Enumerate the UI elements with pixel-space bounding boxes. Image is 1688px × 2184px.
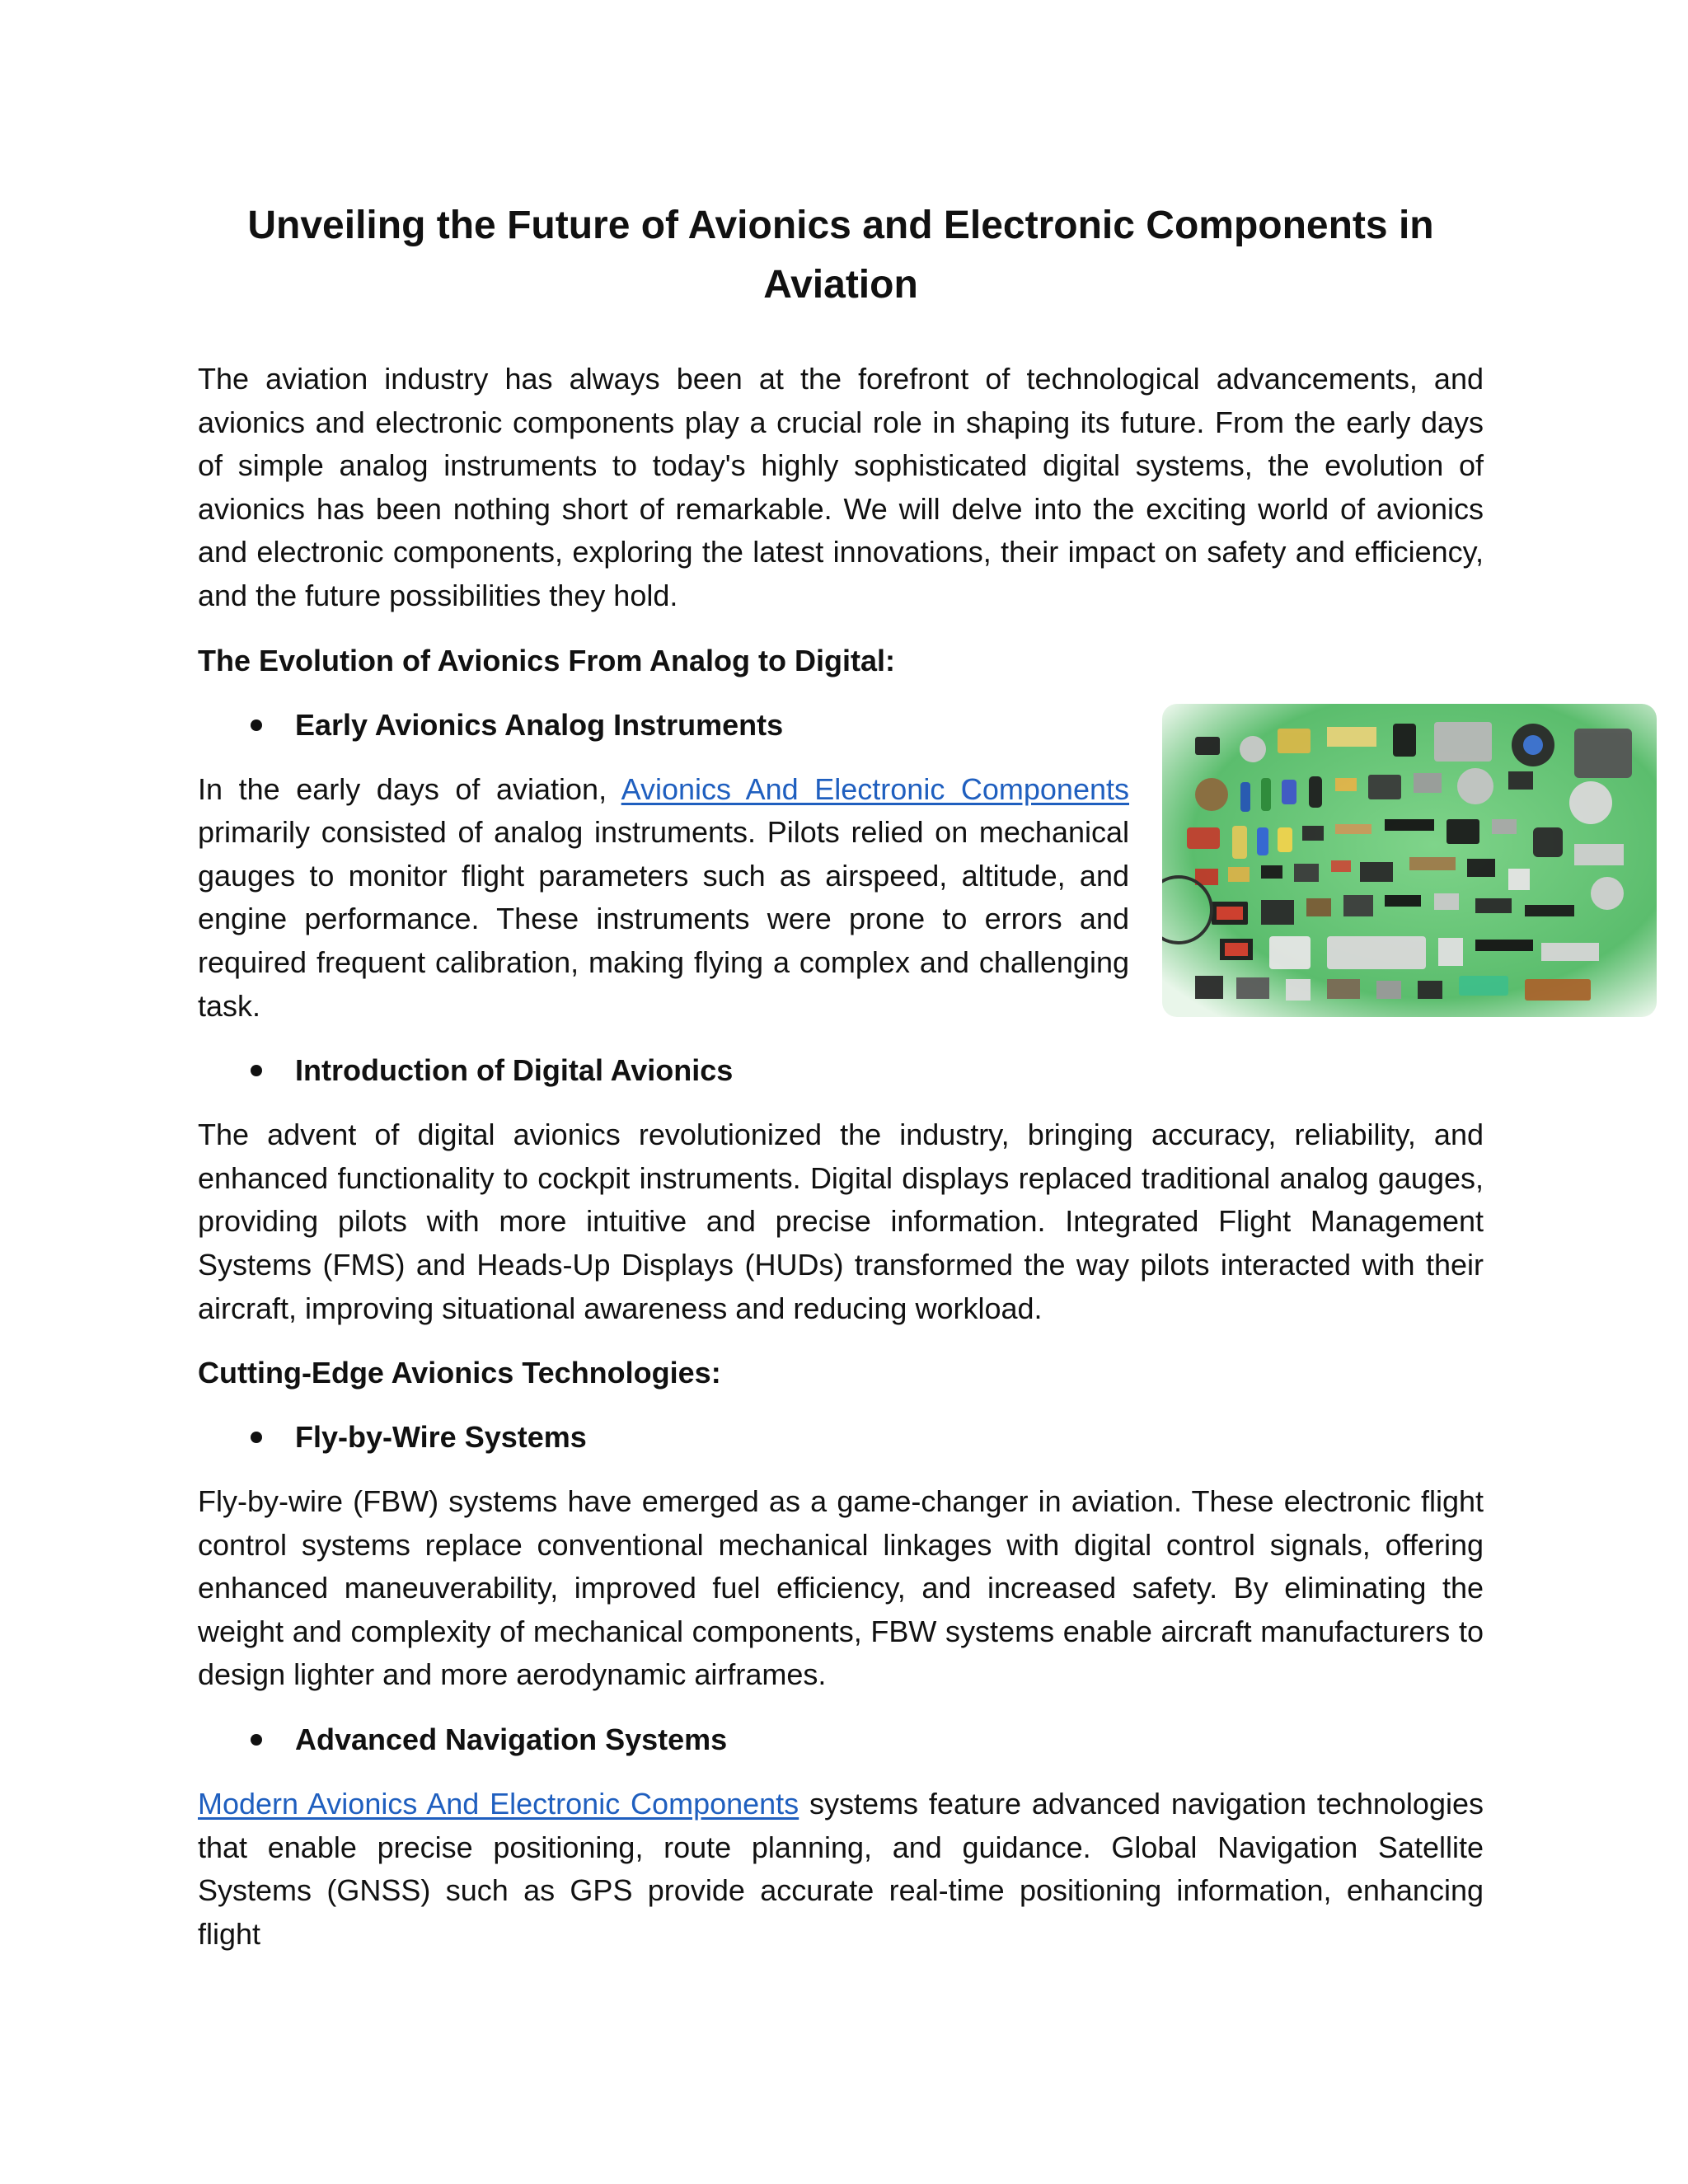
paragraph-early-avionics bbox=[198, 768, 1129, 1029]
bullet-navigation bbox=[251, 1718, 1484, 1761]
bullet-label: Early Avionics Analog Instruments bbox=[295, 707, 784, 742]
paragraph-suffix: systems feature advanced navigation technologies that enable precise positioning, route planning, and guidance. Global Navigation Satellite Systems (GNSS) such as GPS provide accurate real-time positioning information, enhancing flight bbox=[198, 1787, 1484, 1951]
section-heading-evolution: The Evolution of Avionics From Analog to Digital: bbox=[198, 643, 895, 677]
bullet-label: Advanced Navigation Systems bbox=[295, 1722, 728, 1757]
document-body bbox=[198, 196, 1484, 1977]
avionics-components-link[interactable]: Avionics And Electronic Components bbox=[621, 771, 1129, 806]
bullet-dot-icon bbox=[251, 1432, 262, 1443]
bullet-dot-icon bbox=[251, 1065, 262, 1076]
paragraph-prefix: In the early days of aviation, bbox=[198, 771, 621, 806]
bullet-digital-avionics bbox=[251, 1049, 1484, 1092]
bullet-label: Introduction of Digital Avionics bbox=[295, 1053, 734, 1088]
bullet-early-avionics bbox=[251, 704, 1182, 747]
bullet-dot-icon bbox=[251, 719, 262, 731]
modern-avionics-link[interactable]: Modern Avionics And Electronic Components bbox=[198, 1787, 799, 1821]
paragraph-digital-avionics: The advent of digital avionics revolutionized the industry, bringing accuracy, reliability, and enhanced functionality to cockpit instruments. Digital displays replaced traditional analog gauges, providing pilots with more intuitive and precise information. Integrated Flight Management Systems (FMS) and Heads-Up Displays (HUDs) transformed the way pilots interacted with their aircraft, improving situational awareness and reducing workload. bbox=[198, 1118, 1484, 1325]
electronic-components-image bbox=[1162, 704, 1657, 1017]
paragraph-suffix: primarily consisted of analog instruments. Pilots relied on mechanical gauges to monitor flight parameters such as airspeed, altitude, and engine performance. These instruments were prone to errors and required frequent calibration, making flying a complex and challenging task. bbox=[198, 815, 1129, 1023]
bullet-fly-by-wire bbox=[251, 1416, 1484, 1459]
section-heading-technologies: Cutting-Edge Avionics Technologies: bbox=[198, 1356, 721, 1390]
figure-row bbox=[198, 704, 1484, 1029]
bullet-dot-icon bbox=[251, 1734, 262, 1746]
paragraph-navigation bbox=[198, 1783, 1484, 1956]
page-title: Unveiling the Future of Avionics and Electronic Components in Aviation bbox=[247, 204, 1434, 307]
bullet-label: Fly-by-Wire Systems bbox=[295, 1420, 587, 1455]
intro-paragraph: The aviation industry has always been at the forefront of technological advancements, and avionics and electronic components play a crucial role in shaping its future. From the early days of simple analog instruments to today's highly sophisticated digital systems, the evolution of avionics has been nothing short of remarkable. We will delve into the exciting world of avionics and electronic components, exploring the latest innovations, their impact on safety and efficiency, and the future possibilities they hold. bbox=[198, 362, 1484, 612]
components-photo bbox=[1162, 704, 1657, 1017]
paragraph-fly-by-wire: Fly-by-wire (FBW) systems have emerged as a game-changer in aviation. These electronic flight control systems replace conventional mechanical linkages with digital control signals, offering enhanced maneuverability, improved fuel efficiency, and increased safety. By eliminating the weight and complexity of mechanical components, FBW systems enable aircraft manufacturers to design lighter and more aerodynamic airframes. bbox=[198, 1484, 1484, 1692]
